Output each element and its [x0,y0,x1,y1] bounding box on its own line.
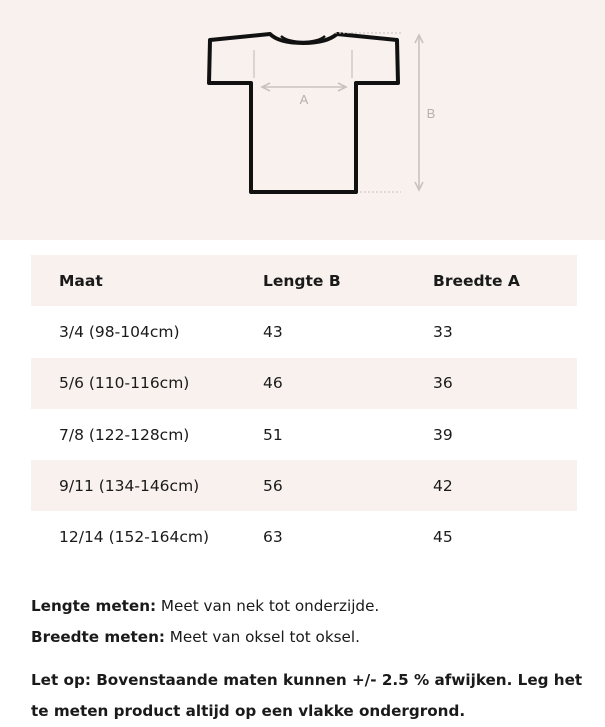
table-row [31,460,577,511]
size-diagram-panel [0,0,605,240]
column-header-length: Lengte B [263,271,341,290]
cell-length: 51 [263,425,283,444]
size-table [31,255,577,563]
length-note-text: Meet van nek tot onderzijde. [160,597,380,615]
length-note [31,591,591,622]
collar-line [281,36,325,42]
tshirt-diagram [0,0,605,240]
tolerance-warning: Let op: Bovenstaande maten kunnen +/- 2.5 % afwijken. Leg het te meten product altijd op een vlakke ondergrond. [31,671,583,720]
table-row [31,409,577,460]
cell-width: 45 [433,528,453,547]
label-b: B [426,106,436,121]
cell-width: 33 [433,322,453,341]
cell-size: 9/11 (134-146cm) [59,476,200,495]
label-a: A [299,92,309,107]
cell-size: 3/4 (98-104cm) [59,322,180,341]
table-row [31,306,577,357]
cell-size: 5/6 (110-116cm) [59,374,190,393]
cell-length: 56 [263,476,283,495]
measurement-notes [31,591,591,727]
width-note-label: Breedte meten: [31,628,165,646]
cell-width: 42 [433,476,453,495]
cell-length: 46 [263,374,283,393]
cell-size: 12/14 (152-164cm) [59,528,210,547]
cell-size: 7/8 (122-128cm) [59,425,190,444]
table-header-row [31,255,577,306]
table-row [31,358,577,409]
column-header-width: Breedte A [433,271,520,290]
width-note [31,622,591,653]
column-header-size: Maat [59,271,103,290]
table-row [31,511,577,562]
cell-width: 36 [433,374,453,393]
width-note-text: Meet van oksel tot oksel. [169,628,360,646]
length-note-label: Lengte meten: [31,597,157,615]
cell-length: 63 [263,528,283,547]
tshirt-outline-icon [209,34,398,192]
cell-width: 39 [433,425,453,444]
cell-length: 43 [263,322,283,341]
